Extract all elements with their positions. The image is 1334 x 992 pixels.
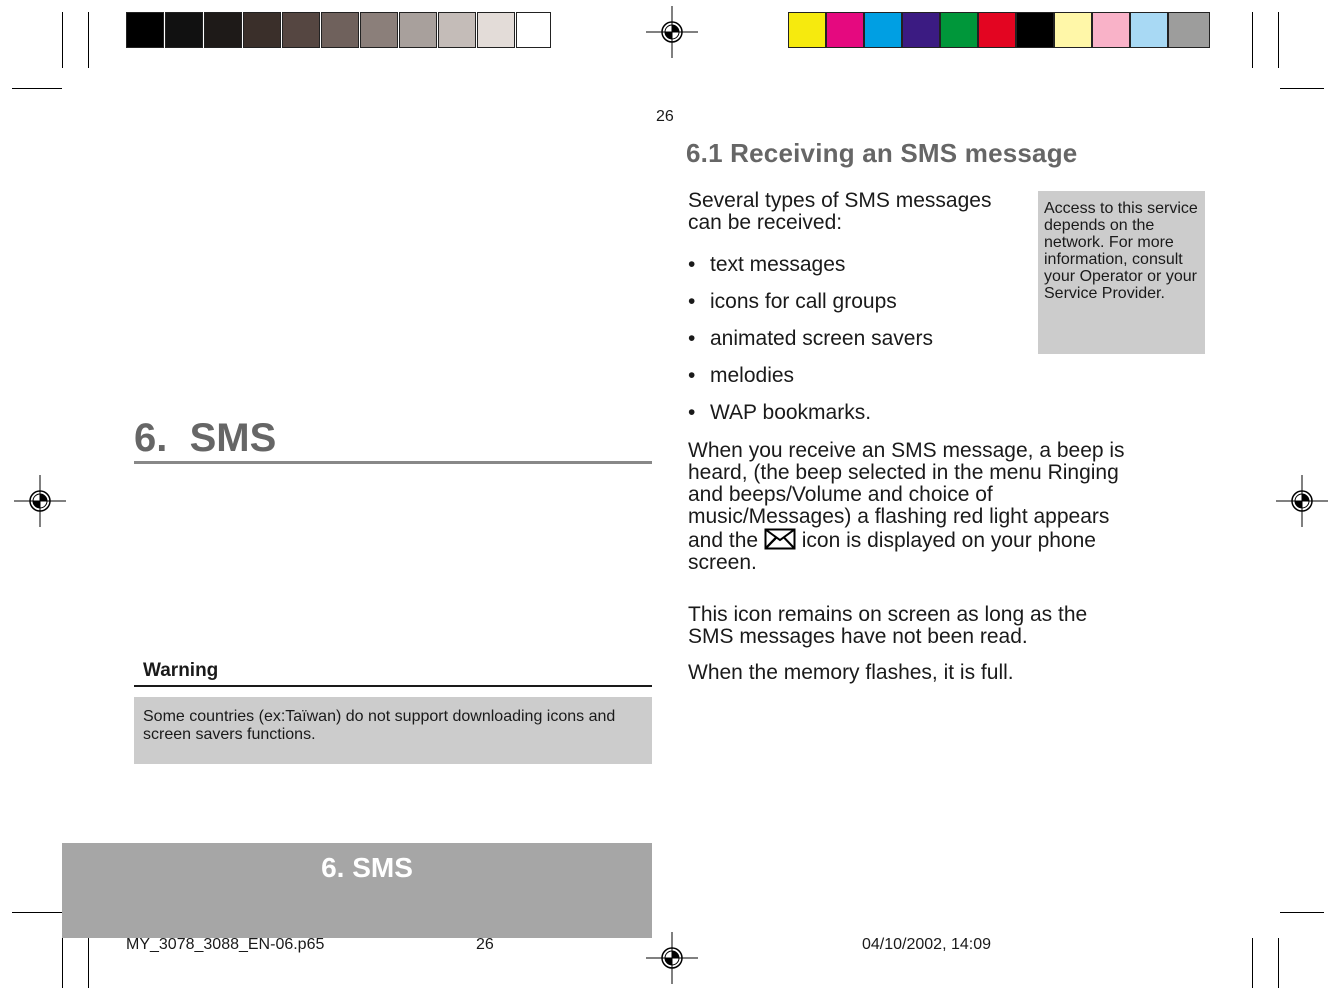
slug-page-number: 26 <box>476 936 494 953</box>
gray-swatch <box>516 12 551 48</box>
slug-datetime: 04/10/2002, 14:09 <box>862 936 992 953</box>
gray-swatch <box>126 12 164 48</box>
color-swatch <box>1016 12 1054 48</box>
paragraph-text: icon is displayed on your phone screen. <box>688 529 1096 574</box>
color-swatch <box>978 12 1016 48</box>
body-paragraph: When the memory flashes, it is full. <box>688 661 1014 684</box>
footer-title: 6. SMS <box>321 852 413 883</box>
list-item: • WAP bookmarks. <box>688 400 933 437</box>
gray-swatch <box>243 12 281 48</box>
list-item: • text messages <box>688 252 933 289</box>
slug-filename: MY_3078_3088_EN-06.p65 <box>126 936 325 953</box>
sidenote-box: Access to this service depends on the network. For more information, consult your Operator or your Service Provider. <box>1038 191 1205 354</box>
gray-swatch <box>360 12 398 48</box>
registration-mark-icon <box>1274 473 1330 529</box>
chapter-title: 6. SMS <box>134 416 277 460</box>
crop-mark <box>62 12 63 68</box>
gray-swatch <box>282 12 320 48</box>
gray-swatch <box>321 12 359 48</box>
color-swatch <box>1054 12 1092 48</box>
gray-swatch <box>204 12 242 48</box>
gray-swatch <box>438 12 476 48</box>
crop-mark <box>1278 12 1279 68</box>
paragraph-text: When you receive an SMS message, a beep is heard, (the beep selected in the menu Ringing and beeps/Volume and choice of music/Messages) a flashing red light appears and the <box>688 439 1125 552</box>
crop-mark <box>1278 938 1279 988</box>
page-number: 26 <box>656 108 674 125</box>
color-swatch <box>902 12 940 48</box>
registration-mark-icon <box>644 930 700 986</box>
body-paragraph <box>688 440 1128 574</box>
registration-mark-icon <box>644 4 700 60</box>
gray-swatch <box>477 12 515 48</box>
crop-mark <box>12 88 62 89</box>
message-type-list <box>688 252 933 437</box>
crop-mark <box>12 912 62 913</box>
warning-box: Some countries (ex:Taïwan) do not support downloading icons and screen savers functions. <box>134 697 652 764</box>
intro-text: Several types of SMS messages can be received: <box>688 189 992 234</box>
color-swatch <box>1092 12 1130 48</box>
list-item: • icons for call groups <box>688 289 933 326</box>
list-item: • animated screen savers <box>688 326 933 363</box>
color-swatch <box>940 12 978 48</box>
list-item: • melodies <box>688 363 933 400</box>
gray-swatch <box>165 12 203 48</box>
crop-mark <box>1280 912 1324 913</box>
crop-mark <box>88 938 89 988</box>
envelope-icon <box>764 528 796 550</box>
color-swatch <box>864 12 902 48</box>
gray-swatch <box>399 12 437 48</box>
warning-title: Warning <box>143 660 219 681</box>
crop-mark <box>88 12 89 68</box>
divider <box>134 685 652 687</box>
registration-mark-icon <box>12 473 68 529</box>
body-paragraph: This icon remains on screen as long as the SMS messages have not been read. <box>688 603 1088 648</box>
color-swatch <box>788 12 826 48</box>
section-title: 6.1 Receiving an SMS message <box>686 138 1078 168</box>
crop-mark <box>62 938 63 988</box>
crop-mark <box>1252 12 1253 68</box>
crop-mark <box>1252 938 1253 988</box>
color-swatch <box>826 12 864 48</box>
color-swatch <box>1168 12 1210 48</box>
divider <box>134 461 652 464</box>
color-swatch <box>1130 12 1168 48</box>
crop-mark <box>1280 88 1324 89</box>
